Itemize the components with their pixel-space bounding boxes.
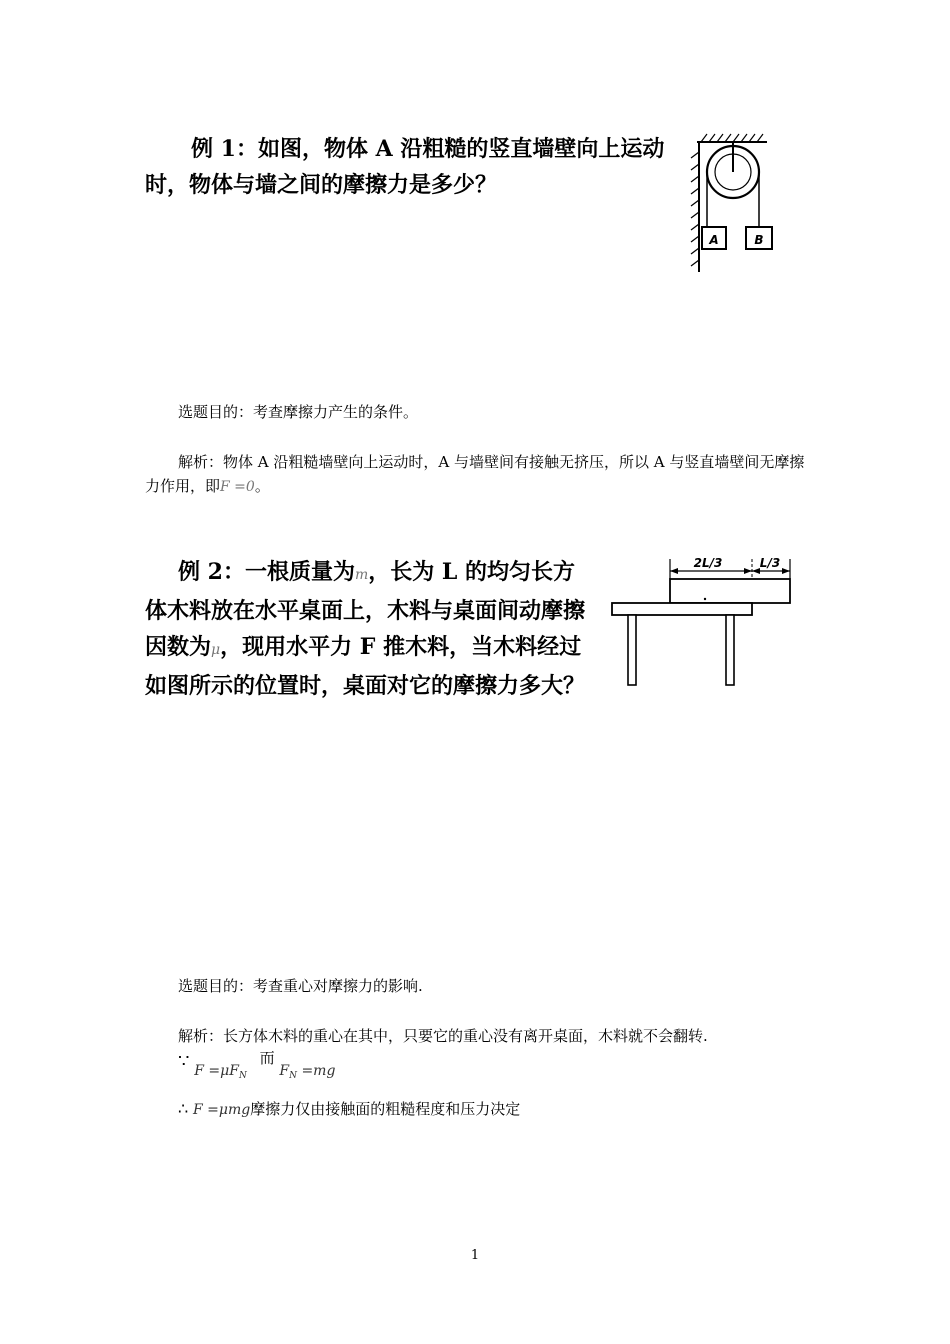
example2-because-line [178, 1050, 818, 1080]
formula2-sub: N [289, 1071, 297, 1081]
block-b-label: B [754, 233, 764, 247]
because-symbol: ∵ [178, 1051, 190, 1072]
block-a-label: A [709, 233, 719, 247]
formula2: F [279, 1063, 290, 1079]
formula1: F =μF [194, 1063, 239, 1079]
wood-plank [670, 579, 790, 603]
example1-analysis-suffix: 。 [254, 477, 270, 495]
example1-formula: F =0 [220, 479, 255, 495]
dim-left-label: 2L/3 [693, 556, 723, 570]
example2-text-c: ，现用水平力 F 推木料，当木料经过如图所示的位置时，桌面对它的摩擦力多大？ [145, 634, 586, 699]
example1-label: 例 1： [191, 136, 258, 162]
and-word: 而 [259, 1049, 275, 1067]
ceiling-hatch [701, 134, 763, 142]
table-top [612, 603, 752, 615]
center-mark [704, 598, 706, 600]
example2-mu-symbol: μ [211, 642, 221, 658]
wall-hatch [691, 152, 699, 266]
example2-purpose: 选题目的：考查重心对摩擦力的影响. [178, 977, 423, 995]
table-figure [608, 555, 798, 690]
example2-text-a: 一根质量为 [244, 559, 355, 585]
example1-analysis-text: 解析：物体 A 沿粗糙墙壁向上运动时，A 与墙壁间有接触无挤压，所以 A 与竖直墙壁间无摩擦力作用，即 [145, 453, 805, 495]
example2-label: 例 2： [178, 559, 245, 585]
example1-text: 如图，物体 A 沿粗糙的竖直墙壁向上运动时，物体与墙之间的摩擦力是多少？ [145, 136, 665, 198]
example2-mass-symbol: m [354, 567, 369, 583]
formula1-sub: N [238, 1071, 247, 1081]
example1-purpose: 选题目的：考查摩擦力产生的条件。 [178, 403, 419, 421]
pulley-figure [685, 130, 775, 275]
example2-question [145, 554, 595, 704]
conclusion-text: 摩擦力仅由接触面的粗糙程度和压力决定 [250, 1100, 521, 1118]
example2-therefore-line [178, 1097, 818, 1122]
formula3: F =μmg [192, 1102, 251, 1118]
dim-right-label: L/3 [759, 556, 781, 570]
example1-question [145, 131, 675, 203]
example1-analysis [145, 450, 815, 499]
example2-analysis: 解析：长方体木料的重心在其中，只要它的重心没有离开桌面，木料就不会翻转. [178, 1027, 708, 1045]
example2-text-b: ，长为 L 的均匀长方体木料放在水平桌面上，木料与桌面间动摩擦因数为 [145, 559, 586, 660]
table-leg-right [726, 615, 734, 685]
therefore-symbol: ∴ [178, 1099, 189, 1118]
page-number: 1 [470, 1248, 480, 1263]
formula2-rest: =mg [297, 1063, 336, 1079]
table-leg-left [628, 615, 636, 685]
